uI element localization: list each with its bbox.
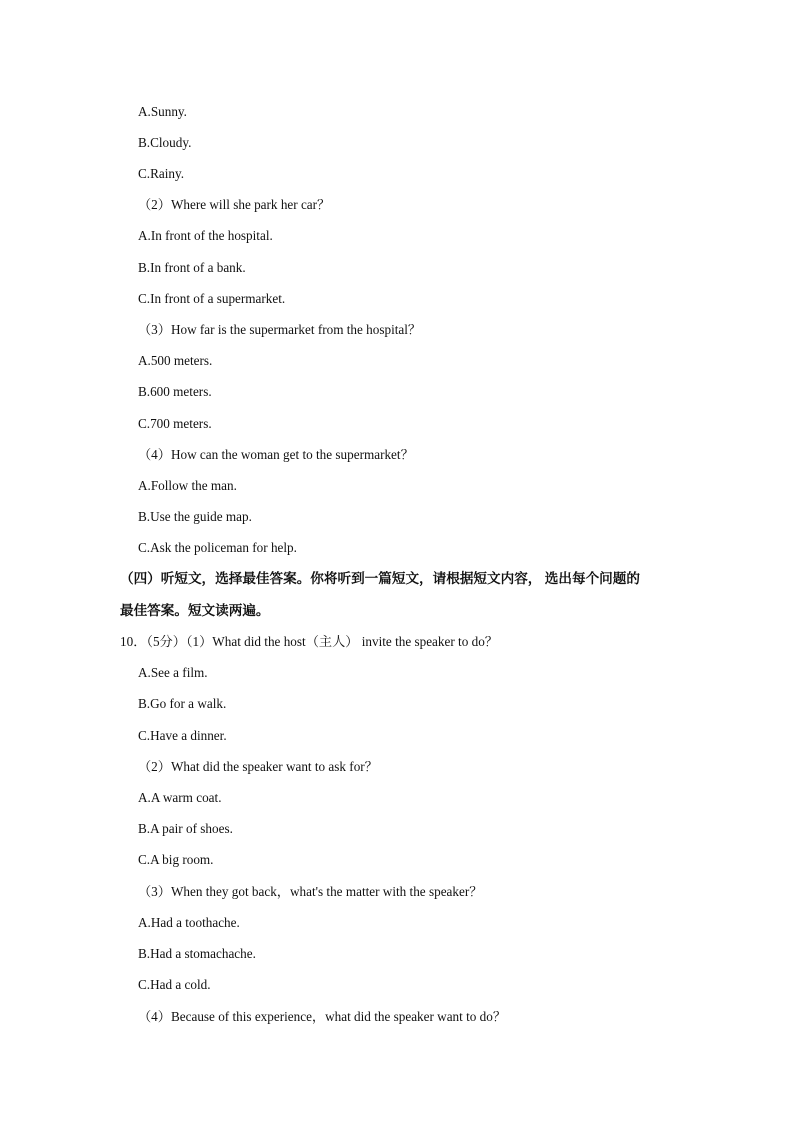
option-b-600-meters: B.600 meters. xyxy=(138,384,212,399)
option-c-ask-policeman: C.Ask the policeman for help. xyxy=(138,540,297,555)
option-c-700-meters: C.700 meters. xyxy=(138,416,212,431)
option-c-cold: C.Had a cold. xyxy=(138,977,211,992)
option-a-sunny: A.Sunny. xyxy=(138,104,187,119)
option-b-pair-of-shoes: B.A pair of shoes. xyxy=(138,821,233,836)
question-10-4-experience: （4）Because of this experience，what did the speaker want to do？ xyxy=(138,1009,507,1024)
option-b-guide-map: B.Use the guide map. xyxy=(138,509,252,524)
section-4-instruction-line-1: （四）听短文，选择最佳答案。你将听到一篇短文，请根据短文内容， 选出每个问题的 xyxy=(120,571,640,586)
question-4-get-to-supermarket: （4）How can the woman get to the supermarket？ xyxy=(138,447,414,462)
question-2-park-car: （2）Where will she park her car？ xyxy=(138,197,331,212)
option-b-go-for-walk: B.Go for a walk. xyxy=(138,696,227,711)
option-c-have-dinner: C.Have a dinner. xyxy=(138,728,227,743)
question-10-header: 10．（5分）（1）What did the host（主人） invite the speaker to do？ xyxy=(120,634,498,649)
question-10-2-ask-for: （2）What did the speaker want to ask for？ xyxy=(138,759,378,774)
option-c-rainy: C.Rainy. xyxy=(138,166,185,181)
option-b-cloudy: B.Cloudy. xyxy=(138,135,192,150)
option-c-big-room: C.A big room. xyxy=(138,852,214,867)
option-c-supermarket: C.In front of a supermarket. xyxy=(138,291,286,306)
option-a-follow-man: A.Follow the man. xyxy=(138,478,237,493)
option-b-stomachache: B.Had a stomachache. xyxy=(138,946,256,961)
option-a-toothache: A.Had a toothache. xyxy=(138,915,240,930)
section-4-instruction-line-2: 最佳答案。短文读两遍。 xyxy=(120,603,270,618)
option-a-see-film: A.See a film. xyxy=(138,665,208,680)
option-a-hospital: A.In front of the hospital. xyxy=(138,228,273,243)
option-b-bank: B.In front of a bank. xyxy=(138,260,246,275)
option-a-warm-coat: A.A warm coat. xyxy=(138,790,222,805)
question-3-distance: （3）How far is the supermarket from the hospital？ xyxy=(138,322,422,337)
option-a-500-meters: A.500 meters. xyxy=(138,353,213,368)
question-10-3-matter: （3）When they got back，what's the matter with the speaker？ xyxy=(138,884,483,899)
